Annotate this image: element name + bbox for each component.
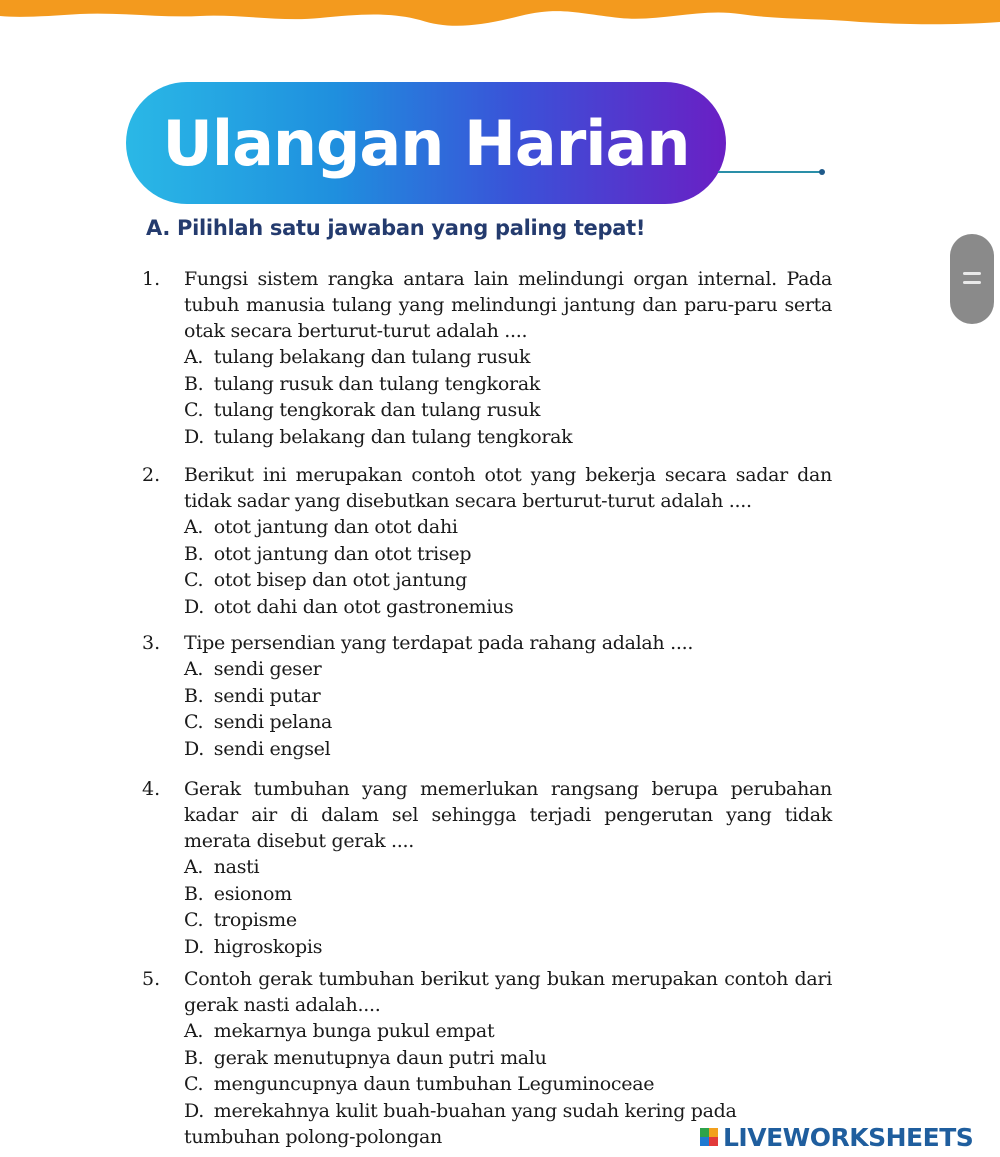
answer-option[interactable] xyxy=(184,736,832,763)
handle-grip-icon xyxy=(963,281,981,284)
brand-footer xyxy=(700,1122,973,1152)
question-3 xyxy=(142,630,832,762)
option-letter: D. xyxy=(184,1099,204,1122)
option-letter: C. xyxy=(184,909,204,931)
option-text: tulang rusuk dan tulang tengkorak xyxy=(213,372,541,395)
option-letter: D. xyxy=(184,595,204,618)
option-text: menguncupnya daun tumbuhan Leguminoceae xyxy=(213,1073,655,1095)
option-text: sendi pelana xyxy=(213,711,333,733)
question-text: Gerak tumbuhan yang memerlukan rangsang berupa perubahan kadar air di dalam sel sehingga terjadi pengerutan yang tidak merata disebut gerak .... xyxy=(184,778,832,852)
answer-option[interactable] xyxy=(184,907,832,934)
answer-option[interactable] xyxy=(184,344,832,371)
question-text: Tipe persendian yang terdapat pada rahang adalah .... xyxy=(184,632,694,654)
option-letter: A. xyxy=(184,856,204,878)
top-decorative-band xyxy=(0,0,1000,40)
page-title: Ulangan Harian xyxy=(162,106,690,180)
answer-option[interactable] xyxy=(184,1018,832,1045)
question-1 xyxy=(142,266,832,450)
question-text: Fungsi sistem rangka antara lain melindungi organ internal. Pada tubuh manusia tulang yang melindungi jantung dan paru-paru serta otak secara berturut-turut adalah .... xyxy=(184,268,832,342)
option-text: otot jantung dan otot trisep xyxy=(213,542,472,565)
answer-option[interactable] xyxy=(184,424,832,451)
answer-option[interactable] xyxy=(184,683,832,710)
option-text: tulang tengkorak dan tulang rusuk xyxy=(213,399,541,421)
option-text: merekahnya kulit buah-buahan yang sudah kering pada tumbuhan polong-polongan xyxy=(184,1099,737,1148)
handle-grip-icon xyxy=(963,272,981,275)
answer-option[interactable] xyxy=(184,881,832,908)
question-number: 3. xyxy=(142,632,161,654)
question-text: Berikut ini merupakan contoh otot yang bekerja secara sadar dan tidak sadar yang disebutkan secara berturut-turut adalah .... xyxy=(184,464,832,512)
question-number: 5. xyxy=(142,968,161,990)
option-letter: C. xyxy=(184,1073,204,1095)
option-letter: A. xyxy=(184,516,204,538)
option-letter: D. xyxy=(184,737,204,760)
answer-option[interactable] xyxy=(184,371,832,398)
option-text: otot bisep dan otot jantung xyxy=(213,569,467,591)
scroll-handle[interactable] xyxy=(950,234,994,324)
option-text: esionom xyxy=(213,882,292,905)
answer-option[interactable] xyxy=(184,397,832,424)
question-number: 1. xyxy=(142,268,161,290)
option-text: mekarnya bunga pukul empat xyxy=(213,1020,495,1042)
option-letter: B. xyxy=(184,684,204,707)
option-text: tulang belakang dan tulang tengkorak xyxy=(213,425,573,448)
answer-options xyxy=(184,656,832,762)
option-text: tropisme xyxy=(213,909,297,931)
answer-option[interactable] xyxy=(184,854,832,881)
option-letter: B. xyxy=(184,542,204,565)
option-letter: B. xyxy=(184,372,204,395)
option-letter: B. xyxy=(184,1046,204,1069)
question-number: 2. xyxy=(142,464,161,486)
option-letter: D. xyxy=(184,425,204,448)
option-text: nasti xyxy=(213,856,260,878)
option-letter: A. xyxy=(184,658,204,680)
option-letter: B. xyxy=(184,882,204,905)
question-4 xyxy=(142,776,832,960)
brand-name: LIVEWORKSHEETS xyxy=(723,1122,974,1152)
question-text: Contoh gerak tumbuhan berikut yang bukan merupakan contoh dari gerak nasti adalah.... xyxy=(184,968,832,1016)
option-letter: A. xyxy=(184,1020,204,1042)
answer-options xyxy=(184,854,832,960)
section-heading: A. Pilihlah satu jawaban yang paling tepat! xyxy=(146,216,646,240)
option-letter: C. xyxy=(184,711,204,733)
answer-option[interactable] xyxy=(184,541,832,568)
answer-option[interactable] xyxy=(184,709,832,736)
answer-option[interactable] xyxy=(184,656,832,683)
answer-option[interactable] xyxy=(184,1045,832,1072)
title-underline-decoration xyxy=(718,164,828,180)
question-2 xyxy=(142,462,832,620)
answer-option[interactable] xyxy=(184,567,832,594)
answer-options xyxy=(184,514,832,620)
answer-option[interactable] xyxy=(184,594,832,621)
answer-option[interactable] xyxy=(184,1071,832,1098)
option-text: sendi geser xyxy=(213,658,322,680)
option-text: sendi putar xyxy=(213,684,321,707)
option-letter: C. xyxy=(184,399,204,421)
option-text: otot dahi dan otot gastronemius xyxy=(213,595,514,618)
option-text: sendi engsel xyxy=(213,737,331,760)
option-text: higroskopis xyxy=(213,935,323,958)
option-text: tulang belakang dan tulang rusuk xyxy=(213,346,531,368)
liveworksheets-logo-icon xyxy=(700,1128,718,1146)
answer-option[interactable] xyxy=(184,514,832,541)
answer-options xyxy=(184,344,832,450)
question-number: 4. xyxy=(142,778,161,800)
option-letter: D. xyxy=(184,935,204,958)
answer-option[interactable] xyxy=(184,934,832,961)
option-text: gerak menutupnya daun putri malu xyxy=(213,1046,547,1069)
option-letter: C. xyxy=(184,569,204,591)
option-text: otot jantung dan otot dahi xyxy=(213,516,458,538)
option-letter: A. xyxy=(184,346,204,368)
